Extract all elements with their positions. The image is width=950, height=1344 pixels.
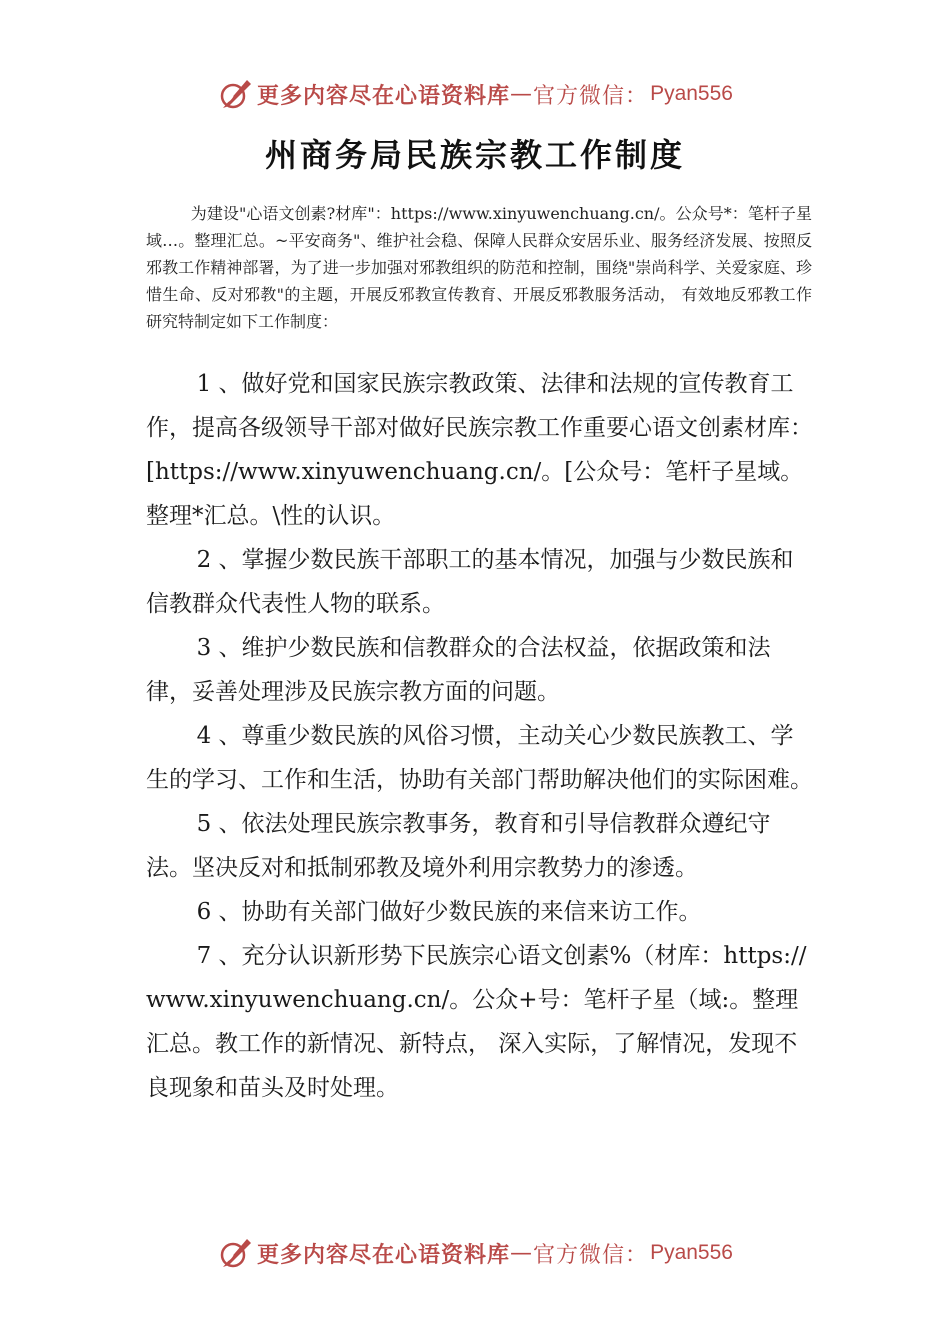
list-item: 4 、尊重少数民族的风俗习惯，主动关心少数民族教工、学生的学习、工作和生活，协助有关部门帮助解决他们的实际困难。 bbox=[146, 723, 813, 793]
footer-banner bbox=[0, 1233, 950, 1273]
banner-dash: — bbox=[510, 1240, 534, 1266]
list-item: 3 、维护少数民族和信教群众的合法权益，依据政策和法律，妥善处理涉及民族宗教方面的问题。 bbox=[146, 635, 771, 705]
banner-dash: — bbox=[510, 81, 534, 107]
wechat-id: Pyan556 bbox=[650, 1241, 733, 1264]
header-banner bbox=[0, 74, 950, 114]
wechat-label: 官方微信： bbox=[533, 83, 649, 109]
quill-logo-icon bbox=[217, 76, 255, 112]
wechat-id: Pyan556 bbox=[650, 82, 733, 105]
intro-paragraph: 为建设"心语文创素?材库"：https://www.xinyuwenchuang.cn/。公众号*：笔杆子星域…。整理汇总。~平安商务"、维护社会稳、保障人民群众安居乐业、服务经济发展、按照反邪教工作精神部署，为了进一步加强对邪教组织的防范和控制，围绕"崇尚科学、关爱家庭、珍惜生命、反对邪教"的主题，开展反邪教宣传教育、开展反邪教服务活动， 有效地反邪教工作研究特制定如下工作制度： bbox=[146, 204, 812, 331]
page-title: 州商务局民族宗教工作制度 bbox=[264, 136, 685, 174]
rules-list bbox=[146, 362, 816, 1110]
list-item: 2 、掌握少数民族干部职工的基本情况，加强与少数民族和信教群众代表性人物的联系。 bbox=[146, 547, 794, 617]
brand-text: 更多内容尽在心语资料库 bbox=[257, 83, 511, 109]
list-item: 7 、充分认识新形势下民族宗心语文创素%（材库：https://www.xinyuwenchuang.cn/。公众+号：笔杆子星（域:。整理汇总。教工作的新情况、新特点， 深入实际，了解情况，发现不良现象和苗头及时处理。 bbox=[146, 943, 807, 1101]
list-item: 6 、协助有关部门做好少数民族的来信来访工作。 bbox=[196, 899, 702, 925]
quill-logo-icon bbox=[217, 1235, 255, 1271]
list-item: 5 、依法处理民族宗教事务，教育和引导信教群众遵纪守法。坚决反对和抵制邪教及境外利用宗教势力的渗透。 bbox=[146, 811, 771, 881]
brand-text: 更多内容尽在心语资料库 bbox=[257, 1242, 511, 1268]
wechat-label: 官方微信： bbox=[533, 1242, 649, 1268]
list-item: 1 、做好党和国家民族宗教政策、法律和法规的宣传教育工作，提高各级领导干部对做好民族宗教工作重要心语文创素材库：[https://www.xinyuwenchuang.cn/。[公众号：笔杆子星域。整理*汇总。\性的认识。 bbox=[146, 371, 813, 529]
